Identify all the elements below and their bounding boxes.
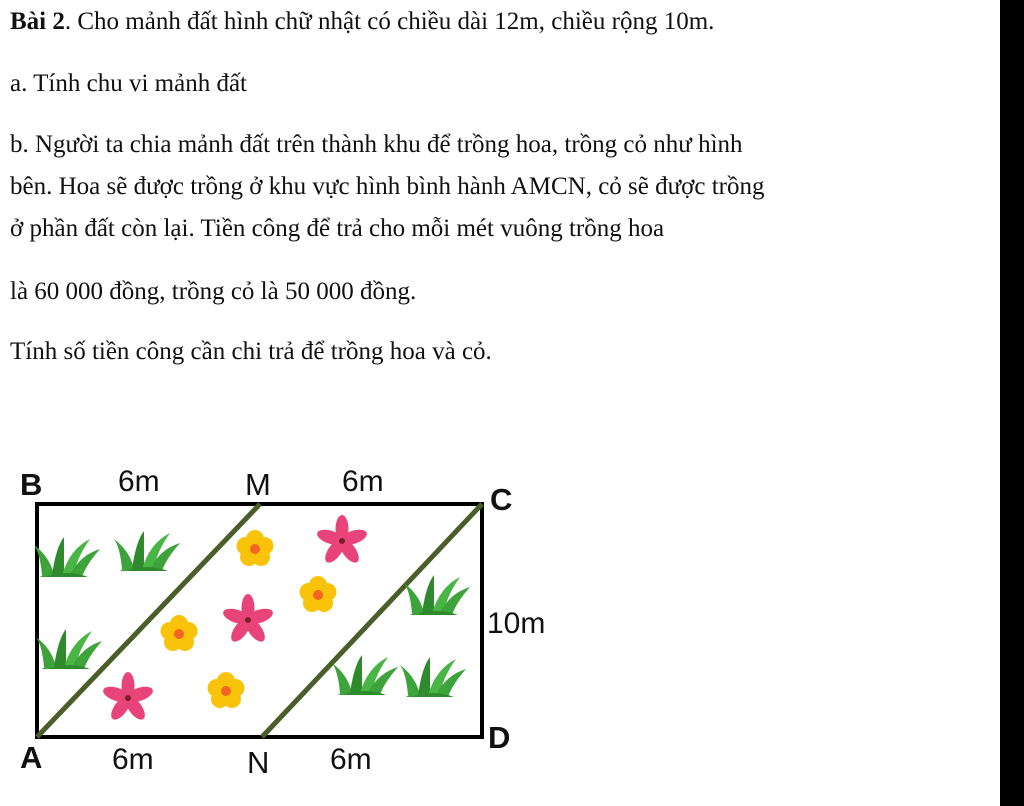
pink-flower-icon xyxy=(101,672,154,723)
vertex-n-label: N xyxy=(247,745,270,780)
length-mc-label: 6m xyxy=(342,465,384,498)
grass-icon xyxy=(36,629,102,669)
length-an-label: 6m xyxy=(112,743,154,776)
part-a-text: a. Tính chu vi mảnh đất xyxy=(10,70,247,97)
grass-icon xyxy=(400,657,466,697)
yellow-flower-icon xyxy=(161,615,198,651)
yellow-flower-icon xyxy=(208,672,245,708)
grass-icon xyxy=(114,531,180,571)
segment-nc xyxy=(262,504,482,737)
vertex-a-label: A xyxy=(20,740,43,775)
vertex-m-label: M xyxy=(245,467,271,502)
problem-intro-line xyxy=(10,8,714,36)
question-text: Tính số tiền công cần chi trả để trồng hoa và cỏ. xyxy=(10,338,492,365)
length-nd-label: 6m xyxy=(330,743,372,776)
garden-figure xyxy=(0,455,600,795)
grass-icon xyxy=(404,575,470,615)
part-b-line-2: bên. Hoa sẽ được trồng ở khu vực hình bình hành AMCN, cỏ sẽ được trồng xyxy=(10,173,765,200)
problem-intro: . Cho mảnh đất hình chữ nhật có chiều dài 12m, chiều rộng 10m. xyxy=(64,8,715,35)
yellow-flower-icon xyxy=(237,530,274,566)
problem-heading: Bài 2 xyxy=(10,8,65,35)
grass-icon xyxy=(332,655,398,695)
pink-flower-icon xyxy=(315,515,368,566)
pink-flower-icon xyxy=(221,594,274,645)
vertex-c-label: C xyxy=(490,482,513,517)
length-bm-label: 6m xyxy=(118,465,160,498)
yellow-flower-icon xyxy=(300,576,337,612)
part-b-line-4: là 60 000 đồng, trồng cỏ là 50 000 đồng. xyxy=(10,278,417,305)
part-b-line-1: b. Người ta chia mảnh đất trên thành khu để trồng hoa, trồng cỏ như hình xyxy=(10,131,743,158)
length-cd-label: 10m xyxy=(487,607,546,640)
vertex-b-label: B xyxy=(20,467,43,502)
grass-icon xyxy=(34,537,100,577)
part-b-line-3: ở phần đất còn lại. Tiền công để trả cho mỗi mét vuông trồng hoa xyxy=(10,215,665,242)
vertex-d-label: D xyxy=(488,720,511,755)
